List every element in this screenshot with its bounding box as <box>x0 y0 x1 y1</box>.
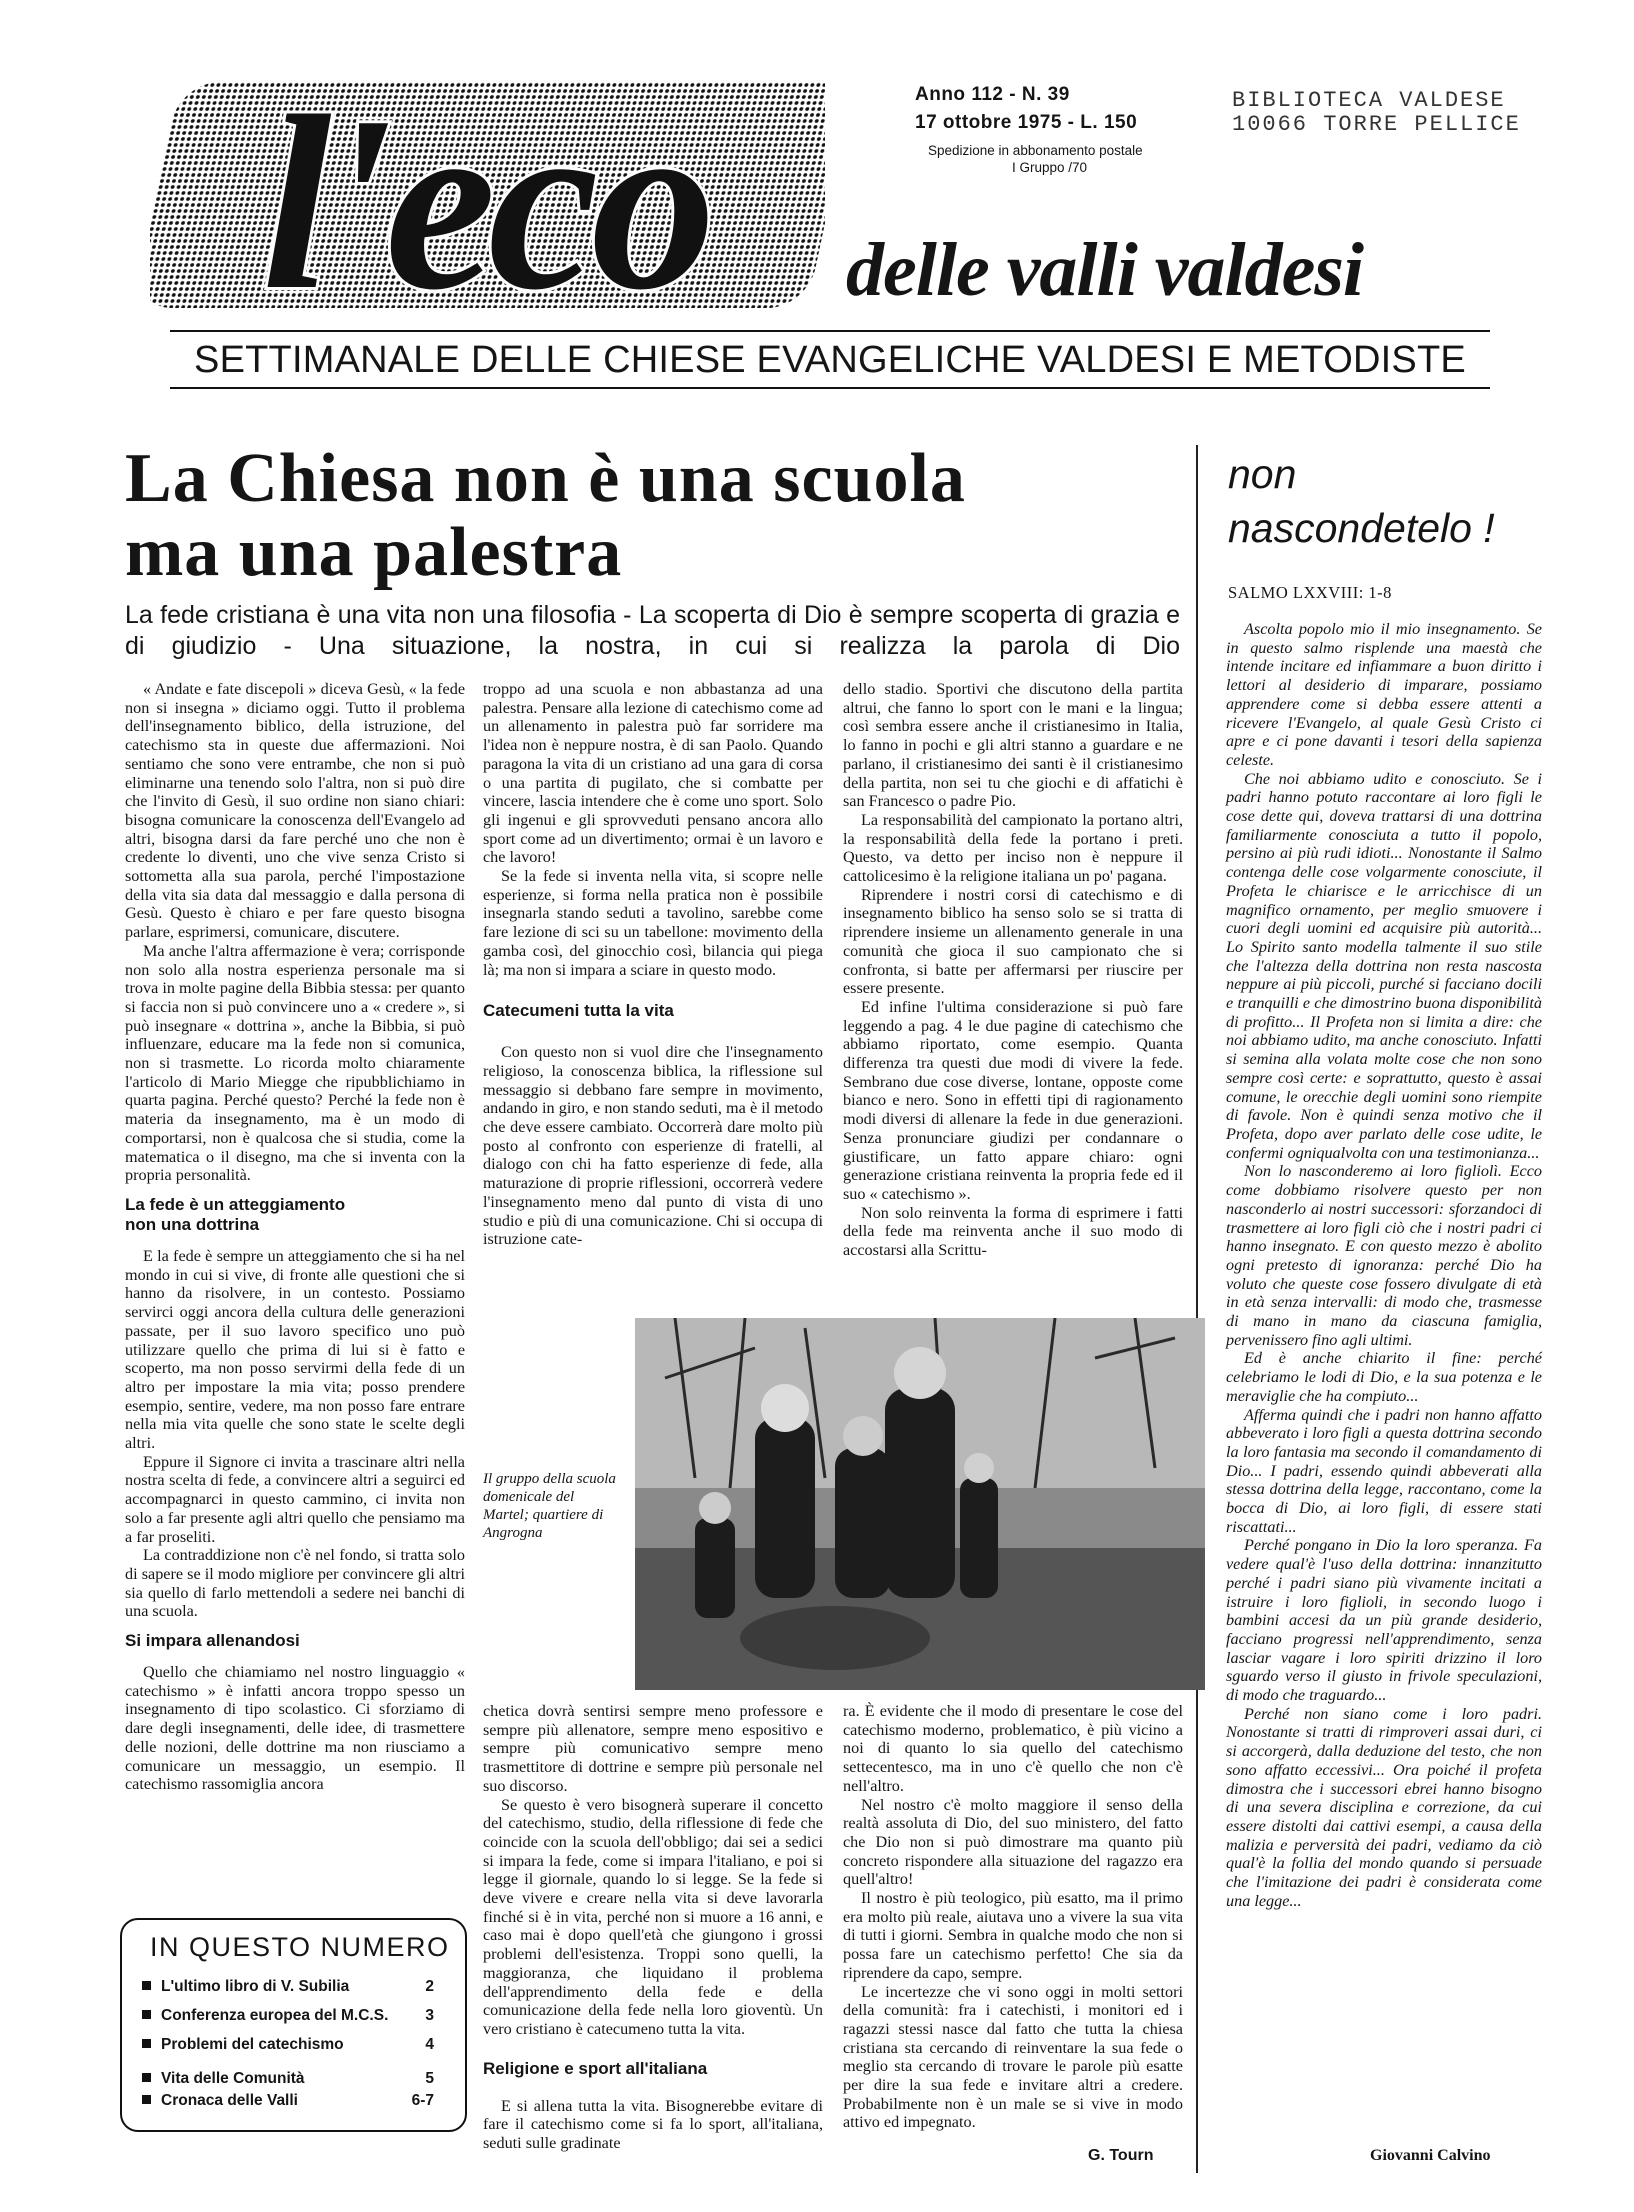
masthead-title: delle valli valdesi <box>846 228 1364 312</box>
library-stamp-line-2: 10066 TORRE PELLICE <box>1232 112 1521 137</box>
article-column-3-continued <box>843 1702 1183 2132</box>
subheading: Religione e sport all'italiana <box>483 2058 708 2078</box>
subheading-line: La fede è un atteggiamento <box>125 1194 346 1214</box>
paragraph: « Andate e fate discepoli » diceva Gesù, « la fede non si insegna » diciamo oggi. Tutto il problema dell'insegnamento biblico, della istruzione, del catechismo sta in queste due affermazioni. Noi sentiamo che sono vere entrambe, che non si può eliminarne una tenendo solo l'altra, non si può dire che l'invito di Gesù, il suo ordine non siano chiari: bisogna comunicare la conoscenza dell'Evangelo ad altri, bisogna darsi da fare perché uno che non è credente lo diventi, uno che vive senza Cristo si sottometta alla sua parola, perché l'impostazione della vita sia data dal messaggio e dalla persona di Gesù. Questo è chiaro e per fare questo bisogna parlare, esprimersi, comunicare, discutere. <box>125 680 465 942</box>
masthead-logo <box>150 82 825 308</box>
contents-item[interactable] <box>142 1978 442 1996</box>
contents-item-label: Cronaca delle Valli <box>161 2092 298 2109</box>
masthead-rule-top <box>170 330 1490 332</box>
paragraph: La contraddizione non c'è nel fondo, si tratta solo di sapere se il modo migliore per convincere gli altri sia quello di farlo mettendoli a sedere nei banchi di una scuola. <box>125 1546 465 1621</box>
issue-number: Anno 112 - N. 39 <box>915 84 1070 105</box>
paragraph: chetica dovrà sentirsi sempre meno professore e sempre più allenatore, sempre meno espositivo e sempre più comunicativo sempre meno trasmettitore di dottrine e sempre più personale nel suo discorso. <box>483 1702 823 1795</box>
paragraph: Ed infine l'ultima considerazione si può fare leggendo a pag. 4 le due pagine di catechismo che abbiamo riportato, come esempio. Quanta differenza tra questi due modi di vivere la fede. Sembrano due cose diverse, lontane, opposte come bianco e nero. Sono in effetti tipi di ragionamento modi diversi di allenare la fede in due generazioni. Senza pronunciare giudizi per condannare o giustificare, un fatto appare chiaro: ogni generazione cristiana reinventa la propria fede ed il suo « catechismo ». <box>843 997 1183 1203</box>
paragraph: Non solo reinventa la forma di esprimere i fatti della fede ma reinventa anche il suo modo di accostarsi alla Scrittu- <box>843 1203 1183 1260</box>
article-column-3 <box>843 680 1183 1260</box>
issue-date: 17 ottobre 1975 - L. 150 <box>915 112 1138 133</box>
paragraph: E la fede è sempre un atteggiamento che si ha nel mondo in cui si vive, di fronte alle questioni che si hanno da risolvere, in un contesto. Possiamo servirci oggi ancora della cultura delle generazioni passate, per il suo lavoro specifico uno può utilizzare quello che prima di lui si è fatto e scoperto, ma non posso servirmi della fede di un altro per impostare la mia vita; posso prendere esempio, sentire, vedere, ma non posso fare entrare nella mia vita quelle che sono state le scelte degli altri. <box>125 1246 465 1453</box>
masthead-rule-bottom <box>170 387 1490 389</box>
bullet-icon <box>142 2095 151 2104</box>
headline-line-2: ma una palestra <box>125 514 623 591</box>
paragraph: Quello che chiamiamo nel nostro linguaggio « catechismo » è infatti ancora troppo spesso un insegnamento di tipo scolastico. Ci sforziamo di dare degli insegnamenti, delle idee, di trasmettere delle nozioni, delle dottrine ma non riusciamo a comunicare un messaggio, un esempio. Il catechismo rassomiglia ancora <box>125 1663 465 1794</box>
paragraph: Nel nostro c'è molto maggiore il senso della realtà assoluta di Dio, del suo ministero, del fatto che Dio non si può dimostrare ma quanto più concreto rispondere alla situazione del ragazzo era quell'altro! <box>843 1795 1183 1889</box>
column-divider <box>1196 445 1198 2173</box>
article-column-2-continued <box>483 1702 823 2153</box>
bullet-icon <box>142 1981 151 1990</box>
paragraph: Se la fede si inventa nella vita, si scopre nelle esperienze, si forma nella pratica non è possibile insegnarla stando seduti a tavolino, sarebbe come fare lezione di sci su un tabellone: movimento della gamba così, del ginocchio così, bilancia qui piega là; ma non si impara a sciare in questo modo. <box>483 867 823 979</box>
paragraph: Che noi abbiamo udito e conosciuto. Se i padri hanno potuto raccontare ai loro figli le cose dette qui, doveva trattarsi di una dottrina familiarmente conosciuta a tutto il popolo, persino ai più rudi idioti... Nonostante il Salmo contenga delle cose volgarmente conosciute, il Profeta le chiarisce e le arricchisce di un magnifico ornamento, per meglio smuovere i cuori degli uomini ed acquisire più autorità... Lo Spirito santo modella talmente il suo stile che l'altezza della dottrina non resta nascosta neppure ai più piccoli, purché si facciano docili e tranquilli e che dimostrino buona disponibilità di profitto... Il Profeta non si limita a dire: che noi abbiamo udito, ma anche conosciuto. Infatti si semina alla volata molte cose che non sono sempre così certe: e soprattutto, questo è assai comune, le orecchie degli uomini sono riempite di favole. Non è quindi senza motivo che il Profeta, dopo aver parlato delle cose udite, le confermi ogniqualvolta con una testimonianza... <box>1226 769 1542 1162</box>
contents-item-page: 2 <box>425 1978 434 1995</box>
contents-item[interactable] <box>142 2007 442 2025</box>
headline-line-1: La Chiesa non è una scuola <box>125 440 966 517</box>
photo-sunday-school-group <box>635 1318 1205 1690</box>
contents-item-page: 4 <box>425 2036 434 2053</box>
article-headline <box>125 442 1205 590</box>
paragraph: Ascolta popolo mio il mio insegnamento. Se in questo salmo risplende una maestà che intende incitare ed infiammare a buon diritto i lettori al desiderio di imparare, possiamo apprendere come si debba essere attenti a ricevere l'Evangelo, al quale Gesù Cristo ci apre e ci pone davanti i tesori della sapienza celeste. <box>1226 620 1542 769</box>
paragraph: Se questo è vero bisognerà superare il concetto del catechismo, studio, della riflessione di fede che coincide con la scuola dell'obbligo; dai sei a sedici si impara la fede, come si impara l'italiano, e poi si legge il giornale, quando lo si legge. Se la fede si deve vivere e creare nella vita si deve lavorarla finché si è in vita, perché non si muore a 16 anni, e caso mai è dopo quell'età che giungono i grossi problemi dell'esistenza. Troppi sono quelli, la maggioranza, che liquidano il problema dell'apprendimento della fede e della comunicazione della fede nella loro gioventù. Un vero cristiano è catecumeno tutta la vita. <box>483 1795 823 2038</box>
sidebar-body <box>1226 620 1542 1911</box>
contents-item-label: Vita delle Comunità <box>161 2070 305 2087</box>
contents-item[interactable] <box>142 2070 442 2088</box>
postal-line-1: Spedizione in abbonamento postale <box>928 143 1143 158</box>
subheading <box>125 1195 465 1235</box>
paragraph: Non lo nasconderemo ai loro figliolì. Ecco come dobbiamo risolvere questo per non nasconderlo ai nostri successori: sforzandoci di trasmettere ai loro figli ciò che i nostri padri ci hanno insegnato. E con questo mezzo è abolito ogni pretesto di ignoranza: perché Dio ha voluto che queste cose fossero divulgate di età in età senza intervalli: di modo che, trasmesse di mano in mano da ciascuna famiglia, pervenissero fino agli ultimi. <box>1226 1162 1542 1349</box>
subheading: Si impara allenandosi <box>125 1631 300 1651</box>
contents-item[interactable] <box>142 2092 442 2110</box>
subheading-line: non una dottrina <box>125 1214 260 1234</box>
contents-title: IN QUESTO NUMERO <box>150 1932 450 1962</box>
bullet-icon <box>142 2010 151 2019</box>
photo-caption: Il gruppo della scuola domenicale del Martel; quartiere di Angrogna <box>483 1471 616 1541</box>
paragraph: E si allena tutta la vita. Bisognerebbe evitare di fare il catechismo come si fa lo sport, all'italiana, seduti sulle gradinate <box>483 2096 823 2153</box>
bullet-icon <box>142 2039 151 2048</box>
contents-item-page: 6-7 <box>411 2092 434 2109</box>
contents-item-label: L'ultimo libro di V. Subilia <box>161 1978 350 1995</box>
sidebar-author: Giovanni Calvino <box>1370 2147 1491 2164</box>
paragraph: Il nostro è più teologico, più esatto, ma il primo era molto più reale, aiutava uno a vivere la sua vita di tutti i giorni. Sembra in qualche modo che non si possa fare un catechismo perfetto! Che sia da riprendere da capo, sempre. <box>843 1889 1183 1982</box>
contents-item-label: Problemi del catechismo <box>161 2036 344 2053</box>
logo-text: l'eco <box>262 82 708 308</box>
library-stamp-line-1: BIBLIOTECA VALDESE <box>1232 88 1506 113</box>
subheading: Catecumeni tutta la vita <box>483 1001 674 1021</box>
paragraph: Con questo non si vuol dire che l'insegnamento religioso, la conoscenza biblica, la riflessione sul messaggio si debbano fare sempre in movimento, andando in giro, e non stando seduti, ma è il metodo che deve essere cambiato. Occorrerà dare molto più posto al confronto con esperienze di fratelli, al dialogo con chi ha fatto esperienze di fede, alla maturazione di proprie riflessioni, occorrerà vedere l'insegnamento meno dal punto di vista di uno studio e più di una comunicazione. Chi si occupa di istruzione cate- <box>483 1043 823 1249</box>
bullet-icon <box>142 2073 151 2082</box>
paragraph: La responsabilità del campionato la portano altri, la responsabilità della fede la portano i preti. Questo, va detto per inciso non è neppure il cattolicesimo è la religione italiana un po' pagana. <box>843 810 1183 886</box>
contents-item-page: 5 <box>425 2070 434 2087</box>
photo-image <box>635 1318 1205 1690</box>
paragraph: Riprendere i nostri corsi di catechismo e di insegnamento biblico ha senso solo se si tratta di riprendere insieme un allenamento generale in una comunità che gioca il suo campionato che si confronta, si batte per affermarsi per riuscire per essere presente. <box>843 885 1183 998</box>
paragraph: Ma anche l'altra affermazione è vera; corrisponde non solo alla nostra esperienza personale ma si trova in molte pagine della Bibbia stessa: per quanto si faccia non si può convincere uno a « credere », si può insegnare « dottrina », anche la Bibbia, si può influenzare, educare ma la fede non si comunica, non si trasmette. Lo ricorda molto chiaramente l'articolo di Mario Miegge che ripubblichiamo in quarta pagina. Perché questo? Perché la fede non è materia da insegnamento, ma è un modo di comportarsi, non è qualcosa che si studia, come la matematica o il disegno, ma che si inventa con la propria personalità. <box>125 941 465 1185</box>
article-author: G. Tourn <box>1088 2147 1154 2164</box>
sidebar-title <box>1228 447 1548 555</box>
paragraph: dello stadio. Sportivi che discutono della partita altrui, che fanno lo sport con le mani e la lingua; così sembra essere anche il cristianesimo in Italia, lo fanno in pochi e gli altri stanno a guardare e ne parlano, il cristianesimo dei santi è il cristianesimo della partita, non sei tu che giochi e di affatichi è san Francesco o padre Pio. <box>843 680 1183 811</box>
masthead-tagline: SETTIMANALE DELLE CHIESE EVANGELICHE VALDESI E METODISTE <box>194 339 1466 381</box>
paragraph: Le incertezze che vi sono oggi in molti settori della comunità: fra i catechisti, i monitori ed i ragazzi stessi nasce dal fatto che tutta la chiesa cristiana sta cercando di reinventare la sua fede o meglio sta cercando di trovare le parole più esatte per dire la sua fede e invitare altri a credere. Probabilmente non è un male se si vive in modo attivo ed impegnato. <box>843 1982 1183 2132</box>
sidebar-reference: SALMO LXXVIII: 1-8 <box>1228 583 1392 602</box>
sidebar-title-line: non <box>1228 451 1297 497</box>
paragraph: Afferma quindi che i padri non hanno affatto abbeverato i loro figli a questa dottrina secondo la loro fantasia ma secondo il comandamento di Dio... I padri, essendo quindi abbeverati alla stessa dottrina della legge, raccontano, come la bocca di Dio, ai loro figli, di essere stati riscattati... <box>1226 1405 1542 1536</box>
paragraph: troppo ad una scuola e non abbastanza ad una palestra. Pensare alla lezione di catechismo come ad un allenamento in palestra può far sorridere ma l'idea non è neppure nostra, è di san Paolo. Quando paragona la vita di un cristiano ad una gara di corsa o una partita di pugilato, che si combatte per vincere, lascia intendere che è come uno sport. Solo gli ingenui e gli sprovveduti pensano ancora allo sport come ad un divertimento; ormai è un lavoro e che lavoro! <box>483 680 823 867</box>
postal-line-2: I Gruppo /70 <box>1012 160 1088 175</box>
logo-graphic <box>150 82 825 308</box>
article-column-2 <box>483 680 823 1249</box>
paragraph: Perché pongano in Dio la loro speranza. Fa vedere qual'è l'uso della dottrina: innanzitutto perché i padri siano più vivamente incitati a istruire i loro figlioli, in secondo luogo i bambini accesi da un più grande desiderio, facciano progressi nell'apprendimento, senza lasciar vagare i loro spiriti drizzino il loro sguardo verso il giusto in frivole speculazioni, di modo che traguardo... <box>1226 1536 1542 1705</box>
paragraph: Ed è anche chiarito il fine: perché celebriamo le lodi di Dio, e la sua potenza e le meraviglie che ha compiuto... <box>1226 1349 1542 1405</box>
contents-item-label: Conferenza europea del M.C.S. <box>161 2007 389 2024</box>
paragraph: Perché non siano come i loro padri. Nonostante si tratti di rimproveri assai duri, ci si accorgerà, dalla deduzione del testo, che non sono affatto eccessivi... Ora poiché il profeta dimostra che i successori ebrei hanno bisogno di una severa disciplina e correzione, da cui essere distolti dai cattivi esempi, a causa della malizia e perversità dei padri, vediamo da ciò qual'è la follia del mondo quando si persuade che l'imitazione dei padri è considerata come una legge... <box>1226 1704 1542 1910</box>
article-column-1 <box>125 680 465 1794</box>
contents-item[interactable] <box>142 2036 442 2054</box>
article-deck: La fede cristiana è una vita non una filosofia - La scoperta di Dio è sempre scoperta di grazia e di giudizio - Una situazione, la nostra, in cui si realizza la parola di Dio <box>125 601 1180 660</box>
sidebar-title-line: nascondetelo ! <box>1228 505 1495 551</box>
contents-item-page: 3 <box>425 2007 434 2024</box>
paragraph: ra. È evidente che il modo di presentare le cose del catechismo moderno, problematico, è più vicino a noi di quanto lo sia quello del catechismo settecentesco, ma in uno c'è quello che non c'è nell'altro. <box>843 1702 1183 1795</box>
paragraph: Eppure il Signore ci invita a trascinare altri nella nostra scelta di fede, a convincere altri a seguirci ed accompagnarci in questo cammino, ci invita non solo a far presente agli altri quello che pensiamo ma a far proseliti. <box>125 1452 465 1546</box>
